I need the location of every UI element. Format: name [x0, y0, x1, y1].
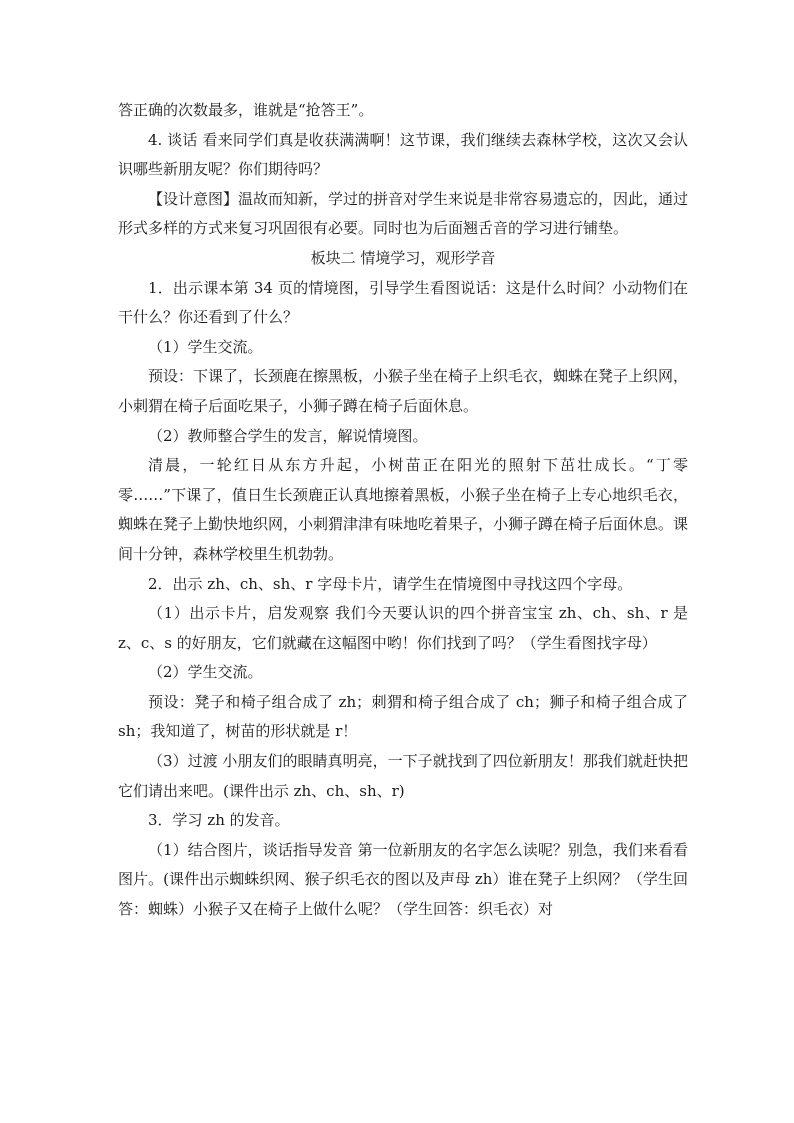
paragraph-preset-1: 预设：下课了，长颈鹿在擦黑板，小猴子坐在椅子上织毛衣，蜘蛛在凳子上织网，小刺猬在椅子后面吃果子，小狮子蹲在椅子后面休息。: [118, 367, 689, 415]
paragraph-step-3-1: （1）结合图片，谈话指导发音 第一位新朋友的名字怎么读呢？别急，我们来看看图片。(课件出示蜘蛛织网、猴子织毛衣的图以及声母 zh）谁在凳子上织网？（学生回答：蜘蛛）小猴子又在椅子上做什么呢？（学生回答：织毛衣）对: [118, 840, 688, 919]
paragraph-step-2-3: （3）过渡 小朋友们的眼睛真明亮，一下子就找到了四位新朋友！那我们就赶快把它们请出来吧。(课件出示 zh、ch、sh、r): [118, 752, 688, 800]
paragraph-step-2-1: （1）出示卡片，启发观察 我们今天要认识的四个拼音宝宝 zh、ch、sh、r 是 z、c、s 的好朋友，它们就藏在这幅图中哟！你们找到了吗？（学生看图找字母）: [118, 604, 688, 652]
paragraph-step-3: 3．学习 zh 的发音。: [148, 811, 290, 830]
paragraph-step-2: 2．出示 zh、ch、sh、r 字母卡片，请学生在情境图中寻找这四个字母。: [148, 574, 633, 593]
paragraph-step-1-1: （1）学生交流。: [148, 337, 263, 356]
paragraph-step-1-2: （2）教师整合学生的发言，解说情境图。: [148, 426, 428, 445]
section-heading: 板块二 情境学习，观形学音: [310, 248, 496, 267]
paragraph-talk: 4. 谈话 看来同学们真是收获满满啊！这节课，我们继续去森林学校，这次又会认识哪些新朋友呢？你们期待吗？: [118, 130, 688, 179]
document-page: [118, 96, 688, 925]
paragraph-design-intent: 【设计意图】温故而知新，学过的拼音对学生来说是非常容易遗忘的，因此，通过形式多样的方式来复习巩固很有必要。同时也为后面翘舌音的学习进行铺垫。: [118, 189, 689, 238]
paragraph-answer-king: 答正确的次数最多，谁就是“抢答王”。: [118, 101, 374, 119]
paragraph-preset-2: 预设：凳子和椅子组合成了 zh；刺猬和椅子组合成了 ch；狮子和椅子组合成了 sh；我知道了，树苗的形状就是 r！: [118, 692, 688, 741]
paragraph-scene-description: 清晨，一轮红日从东方升起，小树苗正在阳光的照射下茁壮成长。“丁零零……”下课了，值日生长颈鹿正认真地擦着黑板，小猴子坐在椅子上专心地织毛衣，蜘蛛在凳子上勤快地织网，小刺猬津津有味地吃着果子，小狮子蹲在椅子后面休息。课间十分钟，森林学校里生机勃勃。: [118, 456, 689, 563]
paragraph-step-1: 1．出示课本第 34 页的情境图，引导学生看图说话：这是什么时间？小动物们在干什么？你还看到了什么？: [118, 278, 688, 327]
paragraph-step-2-2: （2）学生交流。: [148, 663, 263, 682]
